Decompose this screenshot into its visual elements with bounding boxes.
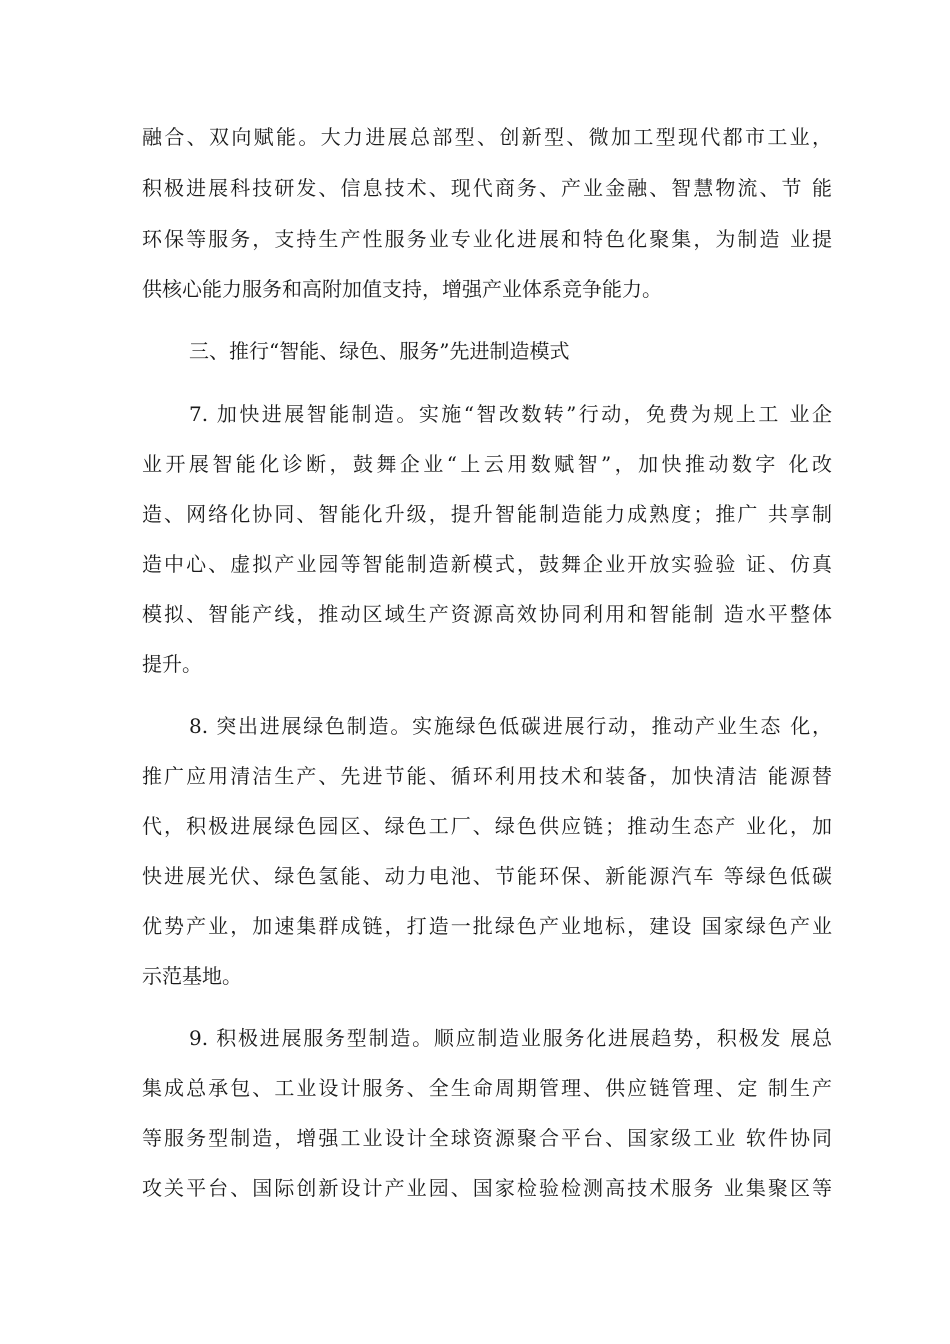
paragraph-line: 快进展光伏、绿色氢能、动力电池、节能环保、新能源汽车 等绿色低碳 — [142, 864, 832, 888]
paragraph-line: 等服务型制造，增强工业设计全球资源聚合平台、国家级工业 软件协同 — [142, 1126, 832, 1150]
section-heading: 三、推行“智能、绿色、服务”先进制造模式 — [189, 339, 570, 363]
paragraph-line: 环保等服务，支持生产性服务业专业化进展和特色化聚集，为制造 业提 — [142, 227, 832, 251]
paragraph-line: 业开展智能化诊断，鼓舞企业“上云用数赋智”，加快推动数字 化改 — [142, 452, 832, 476]
paragraph-line: 模拟、智能产线，推动区域生产资源高效协同利用和智能制 造水平整体 — [142, 602, 832, 626]
paragraph-line: 融合、双向赋能。大力进展总部型、创新型、微加工型现代都市工业， — [142, 125, 832, 149]
paragraph-line: 推广应用清洁生产、先进节能、循环利用技术和装备，加快清洁 能源替 — [142, 764, 832, 788]
paragraph-line: 示范基地。 — [142, 964, 242, 988]
paragraph-line: 积极进展科技研发、信息技术、现代商务、产业金融、智慧物流、节 能 — [142, 176, 832, 200]
paragraph-line: 8. 突出进展绿色制造。实施绿色低碳进展行动，推动产业生态 化， — [189, 714, 832, 738]
paragraph-line: 集成总承包、工业设计服务、全生命周期管理、供应链管理、定 制生产 — [142, 1076, 832, 1100]
paragraph-line: 造中心、虚拟产业园等智能制造新模式，鼓舞企业开放实验验 证、仿真 — [142, 552, 832, 576]
paragraph-line: 9. 积极进展服务型制造。顺应制造业服务化进展趋势，积极发 展总 — [189, 1026, 832, 1050]
paragraph-line: 提升。 — [142, 652, 202, 676]
paragraph-line: 攻关平台、国际创新设计产业园、国家检验检测高技术服务 业集聚区等 — [142, 1176, 832, 1200]
paragraph-line: 7. 加快进展智能制造。实施“智改数转”行动，免费为规上工 业企 — [189, 402, 832, 426]
paragraph-line: 代，积极进展绿色园区、绿色工厂、绿色供应链；推动生态产 业化，加 — [142, 814, 832, 838]
paragraph-line: 供核心能力服务和高附加值支持，增强产业体系竞争能力。 — [142, 277, 662, 301]
paragraph-line: 优势产业，加速集群成链，打造一批绿色产业地标，建设 国家绿色产业 — [142, 914, 832, 938]
paragraph-line: 造、网络化协同、智能化升级，提升智能制造能力成熟度；推广 共享制 — [142, 502, 832, 526]
